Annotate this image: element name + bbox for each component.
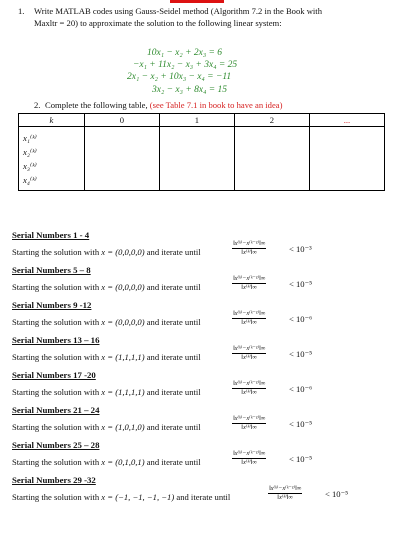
- convergence-fraction: [268, 485, 302, 502]
- table-cell-0: [84, 127, 159, 191]
- tolerance: < 10⁻⁵: [289, 454, 313, 464]
- table-cell-2: [234, 127, 309, 191]
- convergence-fraction: [232, 240, 266, 257]
- serial-group-instruction: [12, 492, 230, 502]
- iterate-text: and iterate until: [146, 282, 201, 292]
- task-2-note: (see Table 7.1 in book to have an idea): [149, 100, 283, 110]
- serial-group-instruction: [12, 422, 201, 432]
- instruction-prefix: Starting the solution with: [12, 352, 100, 362]
- convergence-fraction: [232, 310, 266, 327]
- convergence-fraction: [232, 450, 266, 467]
- iterate-text: and iterate until: [146, 352, 201, 362]
- instruction-prefix: Starting the solution with: [12, 282, 100, 292]
- initial-vector: x = (−1, −1, −1, −1): [101, 492, 175, 502]
- fraction-numerator: ‖x⁽ᵏ⁾−x⁽ᵏ⁻¹⁾‖∞: [233, 310, 266, 317]
- fraction-numerator: ‖x⁽ᵏ⁾−x⁽ᵏ⁻¹⁾‖∞: [269, 485, 302, 492]
- fraction-numerator: ‖x⁽ᵏ⁾−x⁽ᵏ⁻¹⁾‖∞: [233, 450, 266, 457]
- iteration-table: [18, 113, 385, 191]
- tolerance: < 10⁻³: [289, 244, 312, 254]
- instruction-prefix: Starting the solution with: [12, 457, 100, 467]
- convergence-fraction: [232, 380, 266, 397]
- equation-4: 3x₂ − x₃ + 8x₄ = 15: [152, 85, 228, 95]
- red-header-fragment: [170, 0, 224, 3]
- question-1-line-1: Write MATLAB codes using Gauss-Seidel method (Algorithm 7.2 in the Book with: [34, 6, 322, 16]
- serial-group-header: Serial Numbers 17 -20: [12, 370, 96, 380]
- serial-group-header: Serial Numbers 1 - 4: [12, 230, 90, 240]
- question-1-line-2: Maxltr = 20) to approximate the solution to the following linear system:: [34, 18, 282, 28]
- instruction-prefix: Starting the solution with: [12, 247, 100, 257]
- initial-vector: x = (0,1,0,1): [101, 457, 145, 467]
- tolerance: < 10⁻⁶: [289, 314, 313, 324]
- serial-group-instruction: [12, 247, 201, 257]
- tolerance: < 10⁻⁵: [289, 419, 313, 429]
- iterate-text: and iterate until: [146, 247, 201, 257]
- initial-vector: x = (0,0,0,0): [101, 247, 145, 257]
- var-x4: x₄⁽ᵏ⁾: [23, 175, 37, 185]
- serial-group-header: Serial Numbers 13 – 16: [12, 335, 100, 345]
- table-cell-ellipsis: [309, 127, 384, 191]
- serial-group-header: Serial Numbers 29 -32: [12, 475, 96, 485]
- table-cell-1: [159, 127, 234, 191]
- serial-group-instruction: [12, 317, 201, 327]
- fraction-numerator: ‖x⁽ᵏ⁾−x⁽ᵏ⁻¹⁾‖∞: [233, 345, 266, 352]
- fraction-numerator: ‖x⁽ᵏ⁾−x⁽ᵏ⁻¹⁾‖∞: [233, 415, 266, 422]
- instruction-prefix: Starting the solution with: [12, 492, 100, 502]
- serial-group-header: Serial Numbers 25 – 28: [12, 440, 100, 450]
- convergence-fraction: [232, 415, 266, 432]
- tolerance: < 10⁻⁵: [325, 489, 349, 499]
- serial-group-header: Serial Numbers 9 -12: [12, 300, 92, 310]
- task-2-instruction: Complete the following table,: [45, 100, 148, 110]
- fraction-denominator: ‖x⁽ᵏ⁾‖∞: [241, 319, 257, 326]
- fraction-denominator: ‖x⁽ᵏ⁾‖∞: [241, 424, 257, 431]
- instruction-prefix: Starting the solution with: [12, 422, 100, 432]
- fraction-numerator: ‖x⁽ᵏ⁾−x⁽ᵏ⁻¹⁾‖∞: [233, 380, 266, 387]
- equation-1: 10x₁ − x₂ + 2x₃ = 6: [147, 48, 223, 58]
- fraction-numerator: ‖x⁽ᵏ⁾−x⁽ᵏ⁻¹⁾‖∞: [233, 240, 266, 247]
- tolerance: < 10⁻⁵: [289, 279, 313, 289]
- fraction-denominator: ‖x⁽ᵏ⁾‖∞: [241, 389, 257, 396]
- initial-vector: x = (1,1,1,1): [101, 387, 145, 397]
- serial-group-instruction: [12, 457, 201, 467]
- var-x2: x₂⁽ᵏ⁾: [23, 147, 37, 157]
- table-row: [19, 127, 385, 191]
- convergence-fraction: [232, 345, 266, 362]
- serial-group-instruction: [12, 352, 201, 362]
- iterate-text: and iterate until: [146, 422, 201, 432]
- initial-vector: x = (1,0,1,0): [101, 422, 145, 432]
- instruction-prefix: Starting the solution with: [12, 387, 100, 397]
- convergence-fraction: [232, 275, 266, 292]
- fraction-denominator: ‖x⁽ᵏ⁾‖∞: [241, 284, 257, 291]
- fraction-denominator: ‖x⁽ᵏ⁾‖∞: [241, 249, 257, 256]
- initial-vector: x = (0,0,0,0): [101, 317, 145, 327]
- table-header-col-0: 0: [84, 114, 159, 127]
- iterate-text: and iterate until: [146, 457, 201, 467]
- fraction-denominator: ‖x⁽ᵏ⁾‖∞: [241, 354, 257, 361]
- task-2-number: 2.: [34, 100, 41, 110]
- fraction-denominator: ‖x⁽ᵏ⁾‖∞: [277, 494, 293, 501]
- iterate-text: and iterate until: [146, 317, 201, 327]
- table-header-col-ellipsis: ...: [309, 114, 384, 127]
- var-x1: x₁⁽ᵏ⁾: [23, 133, 37, 143]
- serial-group-header: Serial Numbers 5 – 8: [12, 265, 91, 275]
- equation-2: −x₁ + 11x₂ − x₃ + 3x₄ = 25: [133, 60, 238, 70]
- iterate-text: and iterate until: [176, 492, 231, 502]
- table-header-row: [19, 114, 385, 127]
- question-1-number: 1.: [18, 6, 25, 16]
- table-row-vars: [19, 127, 85, 191]
- serial-group-instruction: [12, 387, 201, 397]
- fraction-numerator: ‖x⁽ᵏ⁾−x⁽ᵏ⁻¹⁾‖∞: [233, 275, 266, 282]
- fraction-denominator: ‖x⁽ᵏ⁾‖∞: [241, 459, 257, 466]
- serial-group-header: Serial Numbers 21 – 24: [12, 405, 100, 415]
- iterate-text: and iterate until: [146, 387, 201, 397]
- tolerance: < 10⁻⁶: [289, 384, 313, 394]
- tolerance: < 10⁻⁵: [289, 349, 313, 359]
- initial-vector: x = (0,0,0,0): [101, 282, 145, 292]
- serial-group-instruction: [12, 282, 201, 292]
- table-header-col-2: 2: [234, 114, 309, 127]
- initial-vector: x = (1,1,1,1): [101, 352, 145, 362]
- table-header-col-1: 1: [159, 114, 234, 127]
- instruction-prefix: Starting the solution with: [12, 317, 100, 327]
- table-header-k: k: [19, 114, 85, 127]
- task-2-text: [45, 100, 282, 110]
- equation-3: 2x₁ − x₂ + 10x₃ − x₄ = −11: [127, 72, 232, 82]
- var-x3: x₃⁽ᵏ⁾: [23, 161, 37, 171]
